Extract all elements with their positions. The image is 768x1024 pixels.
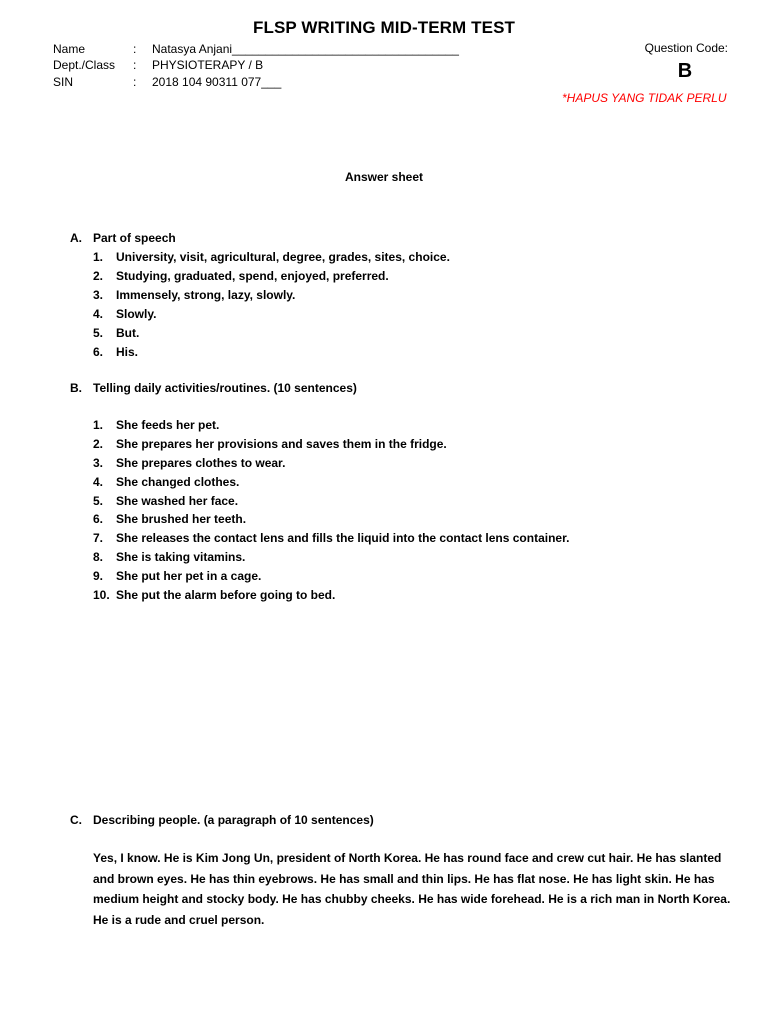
item-text: University, visit, agricultural, degree, grades, sites, choice.	[116, 250, 450, 264]
section-a-letter: A.	[70, 231, 82, 245]
delete-unnecessary-note: *HAPUS YANG TIDAK PERLU	[562, 91, 727, 105]
item-number: 7.	[93, 531, 104, 546]
name-colon: :	[133, 42, 137, 56]
list-item	[93, 416, 569, 435]
item-number: 6.	[93, 345, 104, 359]
list-item	[93, 492, 569, 511]
list-item	[93, 286, 450, 305]
item-text: She put the alarm before going to bed.	[116, 588, 336, 603]
list-item	[93, 324, 450, 343]
section-b-list	[93, 416, 569, 605]
item-number: 10.	[93, 588, 110, 603]
question-code-value: B	[677, 60, 693, 82]
sin-label: SIN	[53, 75, 74, 89]
item-text: She put her pet in a cage.	[116, 569, 262, 584]
item-number: 2.	[93, 269, 104, 283]
list-item	[93, 529, 569, 548]
item-number: 1.	[93, 250, 104, 264]
name-label: Name	[53, 42, 86, 56]
list-item	[93, 454, 569, 473]
item-text: She brushed her teeth.	[116, 512, 247, 527]
item-text: She feeds her pet.	[116, 418, 220, 432]
section-a-heading	[70, 231, 176, 245]
sin-value: 2018 104 90311 077___	[152, 75, 282, 89]
section-c-paragraph: Yes, I know. He is Kim Jong Un, president of North Korea. He has round face and crew cut hair. He has slanted and brown eyes. He has thin eyebrows. He has small and thin lips. He has flat nose. He has light skin. He has medium height and stocky body. He has chubby cheeks. He has wide forehead. He is a rich man in North Korea. He is a rude and cruel person.	[93, 851, 731, 927]
name-value: Natasya Anjani__________________________________	[152, 42, 459, 56]
item-number: 5.	[93, 493, 104, 508]
item-text: She prepares clothes to wear.	[116, 455, 286, 470]
item-number: 1.	[93, 418, 104, 432]
dept-class-colon: :	[133, 58, 137, 72]
item-number: 9.	[93, 569, 104, 584]
sin-colon: :	[133, 75, 137, 89]
list-item	[93, 473, 569, 492]
section-c-letter: C.	[70, 813, 82, 827]
list-item	[93, 510, 569, 529]
list-item	[93, 567, 569, 586]
item-number: 4.	[93, 474, 104, 489]
list-item	[93, 548, 569, 567]
list-item	[93, 586, 569, 605]
item-number: 6.	[93, 512, 104, 527]
item-text: She changed clothes.	[116, 474, 240, 489]
section-c-heading	[70, 813, 374, 827]
item-number: 3.	[93, 455, 104, 470]
section-c-title: Describing people. (a paragraph of 10 sentences)	[93, 813, 374, 827]
section-a-title: Part of speech	[93, 231, 176, 245]
item-text: She washed her face.	[116, 493, 239, 508]
item-number: 3.	[93, 288, 104, 302]
document-title: FLSP WRITING MID-TERM TEST	[253, 18, 515, 37]
item-number: 8.	[93, 550, 104, 565]
list-item	[93, 435, 569, 454]
answer-sheet-title: Answer sheet	[344, 170, 424, 184]
list-item	[93, 267, 450, 286]
item-text: Slowly.	[116, 307, 157, 321]
list-item	[93, 343, 450, 362]
item-text: She prepares her provisions and saves them in the fridge.	[116, 436, 447, 451]
section-b-heading	[70, 381, 357, 395]
item-number: 4.	[93, 307, 104, 321]
section-a-list	[93, 248, 450, 362]
item-text: She releases the contact lens and fills the liquid into the contact lens container.	[116, 531, 570, 546]
item-text: Immensely, strong, lazy, slowly.	[116, 288, 296, 302]
dept-class-label: Dept./Class	[53, 58, 116, 72]
section-b-title: Telling daily activities/routines. (10 sentences)	[93, 381, 357, 395]
item-number: 5.	[93, 326, 104, 340]
item-text: But.	[116, 326, 140, 340]
item-text: She is taking vitamins.	[116, 550, 246, 565]
list-item	[93, 248, 450, 267]
dept-class-value: PHYSIOTERAPY / B	[152, 58, 264, 72]
item-number: 2.	[93, 436, 104, 451]
question-code-label: Question Code:	[644, 41, 728, 55]
list-item	[93, 305, 450, 324]
item-text: Studying, graduated, spend, enjoyed, preferred.	[116, 269, 389, 283]
section-b-letter: B.	[70, 381, 82, 395]
item-text: His.	[116, 345, 139, 359]
